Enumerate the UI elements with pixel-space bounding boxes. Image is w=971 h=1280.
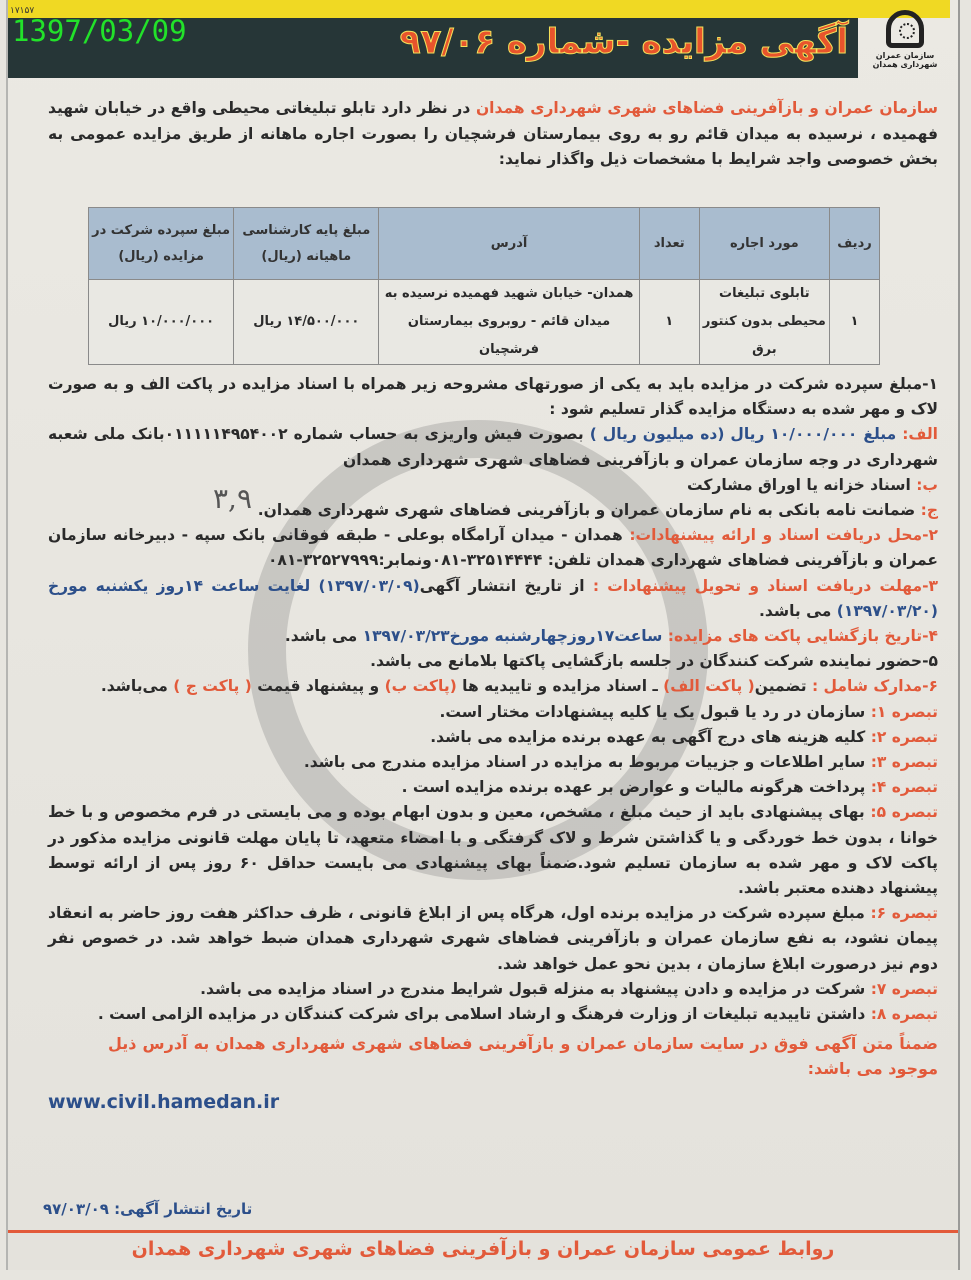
opening-date: ساعت۱۷روزچهارشنبه مورخ۱۳۹۷/۰۳/۲۳ bbox=[362, 627, 663, 646]
label: تبصره ۳: bbox=[865, 753, 938, 772]
col-header: ردیف bbox=[829, 208, 879, 280]
text: و پیشنهاد قیمت bbox=[251, 677, 385, 696]
label: تبصره ۱: bbox=[865, 702, 938, 721]
website-link[interactable]: www.civil.hamedan.ir bbox=[48, 1090, 280, 1113]
note-3 bbox=[48, 750, 938, 775]
text: می‌باشد. bbox=[100, 677, 174, 696]
label: ۶-مدارک شامل : bbox=[806, 677, 938, 696]
cell: همدان- خیابان شهید فهمیده نرسیده به میدان قائم - روبروی بیمارستان فرشچیان bbox=[379, 280, 639, 365]
section-5: ۵-حضور نماینده شرکت کنندگان در جلسه بازگشایی پاکتها بلامانع می باشد. bbox=[370, 652, 938, 671]
intro-text: در نظر دارد تابلو تبلیغاتی محیطی واقع در خیابان شهید فهمیده ، نرسیده به میدان قائم رو به روی بیمارستان فرشچیان را بصورت اجاره ماهانه از طریق مزایده عمومی به بخش خصوصی واجد شرایط با مشخصات ذیل واگذار نماید: bbox=[48, 99, 938, 168]
section-6 bbox=[48, 674, 938, 699]
text: مبلغ سپرده شرکت در مزایده برنده اول، هرگاه پس از ابلاغ قانونی ، ظرف حداکثر هفت روز حاضر به انعقاد پیمان نشود، به نفع سازمان عمران و بازآفرینی فضاهای شهری شهرداری همدان ضبط خواهد شد. در خصوص نفر دوم نیز درصورت ابلاغ سازمان ، بدین نحو عمل خواهد شد. bbox=[48, 904, 938, 973]
publication-date bbox=[43, 1200, 252, 1218]
note-2 bbox=[48, 725, 938, 750]
text: تضمین bbox=[754, 677, 807, 696]
section-1: ۱-مبلغ سپرده شرکت در مزایده باید به یکی از صورتهای مشروحه زیر همراه با اسناد مزایده در پاکت الف و به صورت لاک و مهر شده به دستگاه مزایده گذار تسلیم شود : bbox=[48, 375, 938, 419]
section-b bbox=[48, 473, 938, 498]
logo-org: سازمان عمران bbox=[875, 51, 935, 60]
cell: ۱ bbox=[829, 280, 879, 365]
text: از تاریخ انتشار آگهی bbox=[419, 576, 585, 595]
page-title: آگهی مزایده -شماره ۹۷/۰۶ bbox=[399, 22, 848, 62]
advertisement-page bbox=[6, 0, 960, 1270]
text: شرکت در مزایده و دادن پیشنهاد به منزله قبول شرایط مندرج در اسناد مزایده می باشد. bbox=[200, 979, 866, 998]
section-2 bbox=[48, 523, 938, 573]
divider bbox=[8, 1230, 958, 1233]
cell: ۱۴/۵۰۰/۰۰۰ ریال bbox=[234, 280, 379, 365]
text: می باشد. bbox=[759, 601, 837, 620]
text: سایر اطلاعات و جزییات مربوط به مزایده در اسناد مزایده مندرج می باشد. bbox=[303, 753, 866, 772]
section-4 bbox=[48, 624, 938, 649]
note-8 bbox=[48, 1002, 938, 1027]
label: تبصره ۵: bbox=[864, 803, 938, 822]
packet-b: (پاکت ب) bbox=[384, 677, 457, 696]
issue-code: ۱۷۱۵۷ bbox=[10, 6, 35, 16]
footer-org: روابط عمومی سازمان عمران و بازآفرینی فضاهای شهری شهرداری همدان bbox=[131, 1238, 835, 1260]
logo-icon bbox=[886, 10, 924, 48]
text: همدان - میدان آرامگاه بوعلی - طبقه فوقانی بانک سپه - دبیرخانه سازمان عمران و بازآفرینی فضاهای شهرداری همدان تلفن: ۳۲۵۱۴۴۴۴-۰۸۱ونمابر:۳۲۵۲۷۹۹۹-۰۸۱ bbox=[48, 526, 938, 570]
value: ۹۷/۰۳/۰۹ bbox=[43, 1200, 109, 1218]
note-1 bbox=[48, 700, 938, 725]
text: کلیه هزینه های درج آگهی به عهده برنده مزایده می باشد. bbox=[430, 727, 866, 746]
text: ـ اسناد مزایده و تاییدیه ها bbox=[456, 677, 664, 696]
col-header: مبلغ سپرده شرکت در مزایده (ریال) bbox=[89, 208, 234, 280]
section-3 bbox=[48, 574, 938, 624]
packet-a: ( پاکت الف) bbox=[663, 677, 755, 696]
col-header: مورد اجاره bbox=[699, 208, 829, 280]
text: می باشد. bbox=[284, 627, 363, 646]
text: پرداخت هرگونه مالیات و عوارض بر عهده برنده مزایده است . bbox=[401, 778, 866, 797]
org-logo bbox=[862, 10, 948, 82]
text: بصورت فیش واریزی به حساب شماره ۰۱۱۱۱۱۴۹۵۴۰۰۲بانک ملی شعبه شهرداری در وجه سازمان عمران و بازآفرینی فضاهای شهری شهرداری همدان bbox=[48, 425, 938, 469]
table-header-row bbox=[89, 208, 880, 280]
text: بهای پیشنهادی باید از حیث مبلغ ، مشخص، معین و بدون ابهام بوده و می بایستی در فرم مخصوص و با خط خوانا ، بدون خط خوردگی و یا گذاشتن شرط و لاک گرفتگی و با امضاء متعهد، تا پایان مهلت قانونی مزایده مذکور در پاکت لاک و مهر شده به سازمان تسلیم شود.ضمناً بهای پیشنهادی می بایست حداقل ۶۰ روز پس از ارائه توسط پیشنهاد دهنده معتبر باشد. bbox=[48, 803, 938, 898]
date-stamp-overlay: 1397/03/09 bbox=[12, 14, 187, 48]
section-a bbox=[48, 422, 938, 472]
label: تبصره ۲: bbox=[865, 727, 938, 746]
text: سازمان در رد یا قبول یک یا کلیه پیشنهادات مختار است. bbox=[439, 702, 866, 721]
cell: تابلوی تبلیغات محیطی بدون کنتور برق bbox=[699, 280, 829, 365]
label: الف: bbox=[896, 425, 938, 444]
col-header: مبلغ پایه کارشناسی ماهیانه (ریال) bbox=[234, 208, 379, 280]
label: ۳-مهلت دریافت اسناد و تحویل پیشنهادات : bbox=[584, 576, 939, 595]
label: تبصره ۴: bbox=[865, 778, 938, 797]
lease-table bbox=[88, 207, 880, 365]
text: اسناد خزانه یا اوراق مشارکت bbox=[687, 475, 911, 494]
conditions bbox=[48, 372, 938, 1115]
section-c bbox=[48, 498, 938, 523]
logo-city: شهرداری همدان bbox=[872, 60, 938, 69]
label: تبصره ۷: bbox=[865, 979, 938, 998]
label: تاریخ انتشار آگهی: bbox=[108, 1200, 253, 1218]
intro-org: سازمان عمران و بازآفرینی فضاهای شهری شهرداری همدان bbox=[475, 99, 938, 117]
label: ۴-تاریخ بازگشایی پاکت های مزایده: bbox=[662, 627, 938, 646]
label: ج: bbox=[915, 501, 938, 520]
amount: مبلغ ۱۰/۰۰۰/۰۰۰ ریال (ده میلیون ریال ) bbox=[589, 425, 897, 444]
label: ۲-محل دریافت اسناد و ارائه پیشنهادات: bbox=[622, 526, 938, 545]
packet-c: ( پاکت ج ) bbox=[173, 677, 252, 696]
note-4 bbox=[48, 775, 938, 800]
note-5 bbox=[48, 800, 938, 901]
note-7 bbox=[48, 977, 938, 1002]
col-header: آدرس bbox=[379, 208, 639, 280]
website-notice: ضمناً متن آگهی فوق در سایت سازمان عمران و بازآفرینی فضاهای شهری شهرداری همدان به آدرس ذیل موجود می باشد: bbox=[108, 1034, 938, 1079]
deadline: (۱۳۹۷/۰۳/۰۹) لغایت ساعت ۱۴روز یکشنبه مورخ (۱۳۹۷/۰۳/۲۰) bbox=[48, 576, 938, 620]
table-row bbox=[89, 280, 880, 365]
col-header: تعداد bbox=[639, 208, 699, 280]
cell: ۱۰/۰۰۰/۰۰۰ ریال bbox=[89, 280, 234, 365]
text: داشتن تاییدیه تبلیغات از وزارت فرهنگ و ارشاد اسلامی برای شرکت کنندگان در مزایده الزامی است . bbox=[97, 1005, 866, 1024]
note-6 bbox=[48, 901, 938, 977]
label: تبصره ۸: bbox=[865, 1005, 938, 1024]
cell: ۱ bbox=[639, 280, 699, 365]
label: ب: bbox=[910, 475, 938, 494]
text: ضمانت نامه بانکی به نام سازمان عمران و بازآفرینی فضاهای شهری شهرداری همدان. bbox=[257, 501, 916, 520]
label: تبصره ۶: bbox=[864, 904, 938, 923]
handwritten-note: ۳,۹ bbox=[213, 482, 252, 515]
intro-paragraph bbox=[48, 96, 938, 173]
